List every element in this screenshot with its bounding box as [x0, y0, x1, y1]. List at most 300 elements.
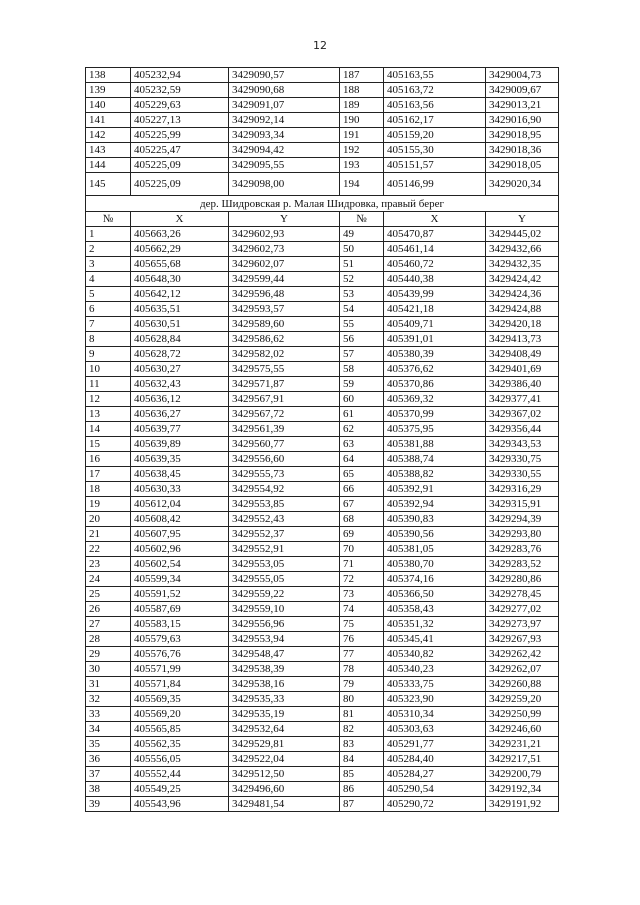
point-number-cell: 57	[340, 347, 384, 362]
y-coordinate-cell: 3429283,76	[486, 542, 559, 557]
y-column-header: Y	[229, 212, 340, 227]
y-coordinate-cell: 3429315,91	[486, 497, 559, 512]
page-number: 12	[313, 39, 327, 52]
x-coordinate-cell: 405638,45	[131, 467, 229, 482]
table-row	[86, 362, 559, 377]
x-coordinate-cell: 405232,94	[131, 68, 229, 83]
point-number-cell: 8	[86, 332, 131, 347]
x-coordinate-cell: 405303,63	[384, 722, 486, 737]
x-coordinate-cell: 405163,55	[384, 68, 486, 83]
point-number-cell: 65	[340, 467, 384, 482]
y-coordinate-cell: 3429280,86	[486, 572, 559, 587]
y-coordinate-cell: 3429018,05	[486, 158, 559, 173]
y-coordinate-cell: 3429552,37	[229, 527, 340, 542]
point-number-cell: 60	[340, 392, 384, 407]
x-coordinate-cell: 405162,17	[384, 113, 486, 128]
point-number-cell: 37	[86, 767, 131, 782]
x-coordinate-cell: 405345,41	[384, 632, 486, 647]
y-coordinate-cell: 3429356,44	[486, 422, 559, 437]
table-row	[86, 173, 559, 196]
y-coordinate-cell: 3429586,62	[229, 332, 340, 347]
x-coordinate-cell: 405642,12	[131, 287, 229, 302]
x-coordinate-cell: 405628,72	[131, 347, 229, 362]
point-number-cell: 15	[86, 437, 131, 452]
x-coordinate-cell: 405639,89	[131, 437, 229, 452]
point-number-cell: 80	[340, 692, 384, 707]
y-coordinate-cell: 3429567,72	[229, 407, 340, 422]
table-row	[86, 602, 559, 617]
point-number-cell: 62	[340, 422, 384, 437]
x-coordinate-cell: 405612,04	[131, 497, 229, 512]
point-number-cell: 23	[86, 557, 131, 572]
x-coordinate-cell: 405461,14	[384, 242, 486, 257]
x-coordinate-cell: 405370,99	[384, 407, 486, 422]
y-coordinate-cell: 3429529,81	[229, 737, 340, 752]
x-coordinate-cell: 405552,44	[131, 767, 229, 782]
table-row	[86, 797, 559, 812]
point-number-cell: 11	[86, 377, 131, 392]
table-row	[86, 242, 559, 257]
x-coordinate-cell: 405571,99	[131, 662, 229, 677]
y-coordinate-cell: 3429556,96	[229, 617, 340, 632]
x-coordinate-cell: 405599,34	[131, 572, 229, 587]
point-number-cell: 84	[340, 752, 384, 767]
x-coordinate-cell: 405291,77	[384, 737, 486, 752]
point-number-cell: 194	[340, 173, 384, 196]
point-number-cell: 70	[340, 542, 384, 557]
y-coordinate-cell: 3429259,20	[486, 692, 559, 707]
y-coordinate-cell: 3429575,55	[229, 362, 340, 377]
table-row	[86, 347, 559, 362]
y-coordinate-cell: 3429016,90	[486, 113, 559, 128]
point-number-cell: 19	[86, 497, 131, 512]
y-coordinate-cell: 3429602,73	[229, 242, 340, 257]
point-number-cell: 86	[340, 782, 384, 797]
x-coordinate-cell: 405380,39	[384, 347, 486, 362]
y-coordinate-cell: 3429009,67	[486, 83, 559, 98]
point-number-cell: 14	[86, 422, 131, 437]
x-coordinate-cell: 405663,26	[131, 227, 229, 242]
table-row	[86, 272, 559, 287]
y-coordinate-cell: 3429555,05	[229, 572, 340, 587]
y-coordinate-cell: 3429532,64	[229, 722, 340, 737]
y-coordinate-cell: 3429553,85	[229, 497, 340, 512]
y-coordinate-cell: 3429231,21	[486, 737, 559, 752]
point-number-cell: 82	[340, 722, 384, 737]
table-row	[86, 692, 559, 707]
y-coordinate-cell: 3429553,94	[229, 632, 340, 647]
point-number-cell: 87	[340, 797, 384, 812]
point-number-cell: 36	[86, 752, 131, 767]
y-coordinate-cell: 3429316,29	[486, 482, 559, 497]
number-column-header: №	[340, 212, 384, 227]
table-row	[86, 317, 559, 332]
point-number-cell: 188	[340, 83, 384, 98]
y-coordinate-cell: 3429217,51	[486, 752, 559, 767]
point-number-cell: 139	[86, 83, 131, 98]
table-row	[86, 662, 559, 677]
table-row	[86, 722, 559, 737]
x-coordinate-cell: 405388,74	[384, 452, 486, 467]
y-coordinate-cell: 3429596,48	[229, 287, 340, 302]
y-coordinate-cell: 3429262,07	[486, 662, 559, 677]
x-coordinate-cell: 405151,57	[384, 158, 486, 173]
x-coordinate-cell: 405392,91	[384, 482, 486, 497]
table-row	[86, 113, 559, 128]
table-row	[86, 98, 559, 113]
x-coordinate-cell: 405549,25	[131, 782, 229, 797]
y-coordinate-cell: 3429571,87	[229, 377, 340, 392]
point-number-cell: 29	[86, 647, 131, 662]
y-coordinate-cell: 3429559,10	[229, 602, 340, 617]
point-number-cell: 56	[340, 332, 384, 347]
point-number-cell: 3	[86, 257, 131, 272]
x-coordinate-cell: 405333,75	[384, 677, 486, 692]
point-number-cell: 4	[86, 272, 131, 287]
x-coordinate-cell: 405310,34	[384, 707, 486, 722]
y-coordinate-cell: 3429538,39	[229, 662, 340, 677]
point-number-cell: 190	[340, 113, 384, 128]
table-row	[86, 632, 559, 647]
point-number-cell: 68	[340, 512, 384, 527]
y-coordinate-cell: 3429192,34	[486, 782, 559, 797]
x-column-header: X	[131, 212, 229, 227]
point-number-cell: 81	[340, 707, 384, 722]
x-coordinate-cell: 405648,30	[131, 272, 229, 287]
point-number-cell: 189	[340, 98, 384, 113]
x-coordinate-cell: 405576,76	[131, 647, 229, 662]
x-coordinate-cell: 405556,05	[131, 752, 229, 767]
y-coordinate-cell: 3429367,02	[486, 407, 559, 422]
table-row	[86, 647, 559, 662]
y-coordinate-cell: 3429020,34	[486, 173, 559, 196]
point-number-cell: 77	[340, 647, 384, 662]
x-coordinate-cell: 405602,96	[131, 542, 229, 557]
coordinates-table	[85, 67, 559, 812]
x-coordinate-cell: 405583,15	[131, 617, 229, 632]
x-coordinate-cell: 405569,35	[131, 692, 229, 707]
x-coordinate-cell: 405390,56	[384, 527, 486, 542]
x-coordinate-cell: 405366,50	[384, 587, 486, 602]
x-coordinate-cell: 405628,84	[131, 332, 229, 347]
table-row	[86, 68, 559, 83]
x-coordinate-cell: 405225,09	[131, 173, 229, 196]
x-coordinate-cell: 405225,09	[131, 158, 229, 173]
y-coordinate-cell: 3429556,60	[229, 452, 340, 467]
point-number-cell: 34	[86, 722, 131, 737]
x-coordinate-cell: 405440,38	[384, 272, 486, 287]
point-number-cell: 53	[340, 287, 384, 302]
x-coordinate-cell: 405381,88	[384, 437, 486, 452]
y-coordinate-cell: 3429260,88	[486, 677, 559, 692]
x-coordinate-cell: 405340,23	[384, 662, 486, 677]
point-number-cell: 75	[340, 617, 384, 632]
table-row	[86, 302, 559, 317]
x-coordinate-cell: 405639,35	[131, 452, 229, 467]
point-number-cell: 32	[86, 692, 131, 707]
point-number-cell: 16	[86, 452, 131, 467]
y-coordinate-cell: 3429552,43	[229, 512, 340, 527]
table-row	[86, 452, 559, 467]
y-coordinate-cell: 3429273,97	[486, 617, 559, 632]
point-number-cell: 76	[340, 632, 384, 647]
y-coordinate-cell: 3429294,39	[486, 512, 559, 527]
x-coordinate-cell: 405290,72	[384, 797, 486, 812]
x-coordinate-cell: 405392,94	[384, 497, 486, 512]
table-row	[86, 332, 559, 347]
point-number-cell: 138	[86, 68, 131, 83]
point-number-cell: 63	[340, 437, 384, 452]
point-number-cell: 73	[340, 587, 384, 602]
y-coordinate-cell: 3429408,49	[486, 347, 559, 362]
point-number-cell: 25	[86, 587, 131, 602]
table-row	[86, 482, 559, 497]
x-coordinate-cell: 405607,95	[131, 527, 229, 542]
y-coordinate-cell: 3429090,68	[229, 83, 340, 98]
y-coordinate-cell: 3429445,02	[486, 227, 559, 242]
table-row	[86, 143, 559, 158]
point-number-cell: 59	[340, 377, 384, 392]
x-coordinate-cell: 405421,18	[384, 302, 486, 317]
x-coordinate-cell: 405370,86	[384, 377, 486, 392]
y-coordinate-cell: 3429413,73	[486, 332, 559, 347]
y-coordinate-cell: 3429535,33	[229, 692, 340, 707]
point-number-cell: 72	[340, 572, 384, 587]
x-coordinate-cell: 405630,51	[131, 317, 229, 332]
point-number-cell: 71	[340, 557, 384, 572]
x-coordinate-cell: 405409,71	[384, 317, 486, 332]
y-coordinate-cell: 3429262,42	[486, 647, 559, 662]
point-number-cell: 10	[86, 362, 131, 377]
y-coordinate-cell: 3429004,73	[486, 68, 559, 83]
y-coordinate-cell: 3429538,16	[229, 677, 340, 692]
point-number-cell: 13	[86, 407, 131, 422]
y-coordinate-cell: 3429093,34	[229, 128, 340, 143]
y-coordinate-cell: 3429424,36	[486, 287, 559, 302]
y-coordinate-cell: 3429277,02	[486, 602, 559, 617]
y-coordinate-cell: 3429094,42	[229, 143, 340, 158]
y-coordinate-cell: 3429013,21	[486, 98, 559, 113]
x-coordinate-cell: 405163,56	[384, 98, 486, 113]
y-coordinate-cell: 3429593,57	[229, 302, 340, 317]
x-coordinate-cell: 405340,82	[384, 647, 486, 662]
point-number-cell: 69	[340, 527, 384, 542]
x-coordinate-cell: 405579,63	[131, 632, 229, 647]
x-coordinate-cell: 405591,52	[131, 587, 229, 602]
x-coordinate-cell: 405662,29	[131, 242, 229, 257]
point-number-cell: 1	[86, 227, 131, 242]
table-row	[86, 587, 559, 602]
point-number-cell: 52	[340, 272, 384, 287]
point-number-cell: 67	[340, 497, 384, 512]
x-coordinate-cell: 405284,27	[384, 767, 486, 782]
y-coordinate-cell: 3429343,53	[486, 437, 559, 452]
table-row	[86, 767, 559, 782]
table-row	[86, 782, 559, 797]
y-coordinate-cell: 3429090,57	[229, 68, 340, 83]
x-column-header: X	[384, 212, 486, 227]
x-coordinate-cell: 405390,83	[384, 512, 486, 527]
y-coordinate-cell: 3429386,40	[486, 377, 559, 392]
x-coordinate-cell: 405460,72	[384, 257, 486, 272]
point-number-cell: 58	[340, 362, 384, 377]
y-coordinate-cell: 3429191,92	[486, 797, 559, 812]
y-coordinate-cell: 3429424,88	[486, 302, 559, 317]
x-coordinate-cell: 405636,27	[131, 407, 229, 422]
x-coordinate-cell: 405323,90	[384, 692, 486, 707]
y-coordinate-cell: 3429589,60	[229, 317, 340, 332]
point-number-cell: 145	[86, 173, 131, 196]
table-row	[86, 707, 559, 722]
point-number-cell: 74	[340, 602, 384, 617]
y-coordinate-cell: 3429018,95	[486, 128, 559, 143]
y-coordinate-cell: 3429512,50	[229, 767, 340, 782]
point-number-cell: 7	[86, 317, 131, 332]
y-coordinate-cell: 3429018,36	[486, 143, 559, 158]
y-coordinate-cell: 3429432,66	[486, 242, 559, 257]
y-coordinate-cell: 3429432,35	[486, 257, 559, 272]
x-coordinate-cell: 405381,05	[384, 542, 486, 557]
point-number-cell: 50	[340, 242, 384, 257]
point-number-cell: 2	[86, 242, 131, 257]
table-row	[86, 128, 559, 143]
y-coordinate-cell: 3429246,60	[486, 722, 559, 737]
table-row	[86, 737, 559, 752]
y-coordinate-cell: 3429095,55	[229, 158, 340, 173]
point-number-cell: 54	[340, 302, 384, 317]
x-coordinate-cell: 405630,33	[131, 482, 229, 497]
y-coordinate-cell: 3429091,07	[229, 98, 340, 113]
x-coordinate-cell: 405562,35	[131, 737, 229, 752]
point-number-cell: 6	[86, 302, 131, 317]
x-coordinate-cell: 405159,20	[384, 128, 486, 143]
y-column-header: Y	[486, 212, 559, 227]
point-number-cell: 85	[340, 767, 384, 782]
table-row	[86, 497, 559, 512]
table-row	[86, 467, 559, 482]
y-coordinate-cell: 3429582,02	[229, 347, 340, 362]
y-coordinate-cell: 3429267,93	[486, 632, 559, 647]
y-coordinate-cell: 3429602,07	[229, 257, 340, 272]
table-row	[86, 527, 559, 542]
x-coordinate-cell: 405369,32	[384, 392, 486, 407]
y-coordinate-cell: 3429401,69	[486, 362, 559, 377]
table-row	[86, 83, 559, 98]
x-coordinate-cell: 405229,63	[131, 98, 229, 113]
point-number-cell: 78	[340, 662, 384, 677]
y-coordinate-cell: 3429283,52	[486, 557, 559, 572]
x-coordinate-cell: 405655,68	[131, 257, 229, 272]
y-coordinate-cell: 3429555,73	[229, 467, 340, 482]
point-number-cell: 187	[340, 68, 384, 83]
point-number-cell: 66	[340, 482, 384, 497]
x-coordinate-cell: 405470,87	[384, 227, 486, 242]
point-number-cell: 49	[340, 227, 384, 242]
point-number-cell: 141	[86, 113, 131, 128]
y-coordinate-cell: 3429092,14	[229, 113, 340, 128]
x-coordinate-cell: 405290,54	[384, 782, 486, 797]
point-number-cell: 64	[340, 452, 384, 467]
point-number-cell: 17	[86, 467, 131, 482]
table-row	[86, 257, 559, 272]
table-row	[86, 407, 559, 422]
y-coordinate-cell: 3429330,75	[486, 452, 559, 467]
x-coordinate-cell: 405358,43	[384, 602, 486, 617]
table-row	[86, 557, 559, 572]
y-coordinate-cell: 3429098,00	[229, 173, 340, 196]
number-column-header: №	[86, 212, 131, 227]
point-number-cell: 140	[86, 98, 131, 113]
table-row	[86, 572, 559, 587]
x-coordinate-cell: 405439,99	[384, 287, 486, 302]
x-coordinate-cell: 405225,99	[131, 128, 229, 143]
y-coordinate-cell: 3429554,92	[229, 482, 340, 497]
y-coordinate-cell: 3429377,41	[486, 392, 559, 407]
point-number-cell: 192	[340, 143, 384, 158]
table-row	[86, 437, 559, 452]
y-coordinate-cell: 3429553,05	[229, 557, 340, 572]
point-number-cell: 30	[86, 662, 131, 677]
point-number-cell: 79	[340, 677, 384, 692]
x-coordinate-cell: 405569,20	[131, 707, 229, 722]
point-number-cell: 38	[86, 782, 131, 797]
point-number-cell: 191	[340, 128, 384, 143]
x-coordinate-cell: 405163,72	[384, 83, 486, 98]
y-coordinate-cell: 3429561,39	[229, 422, 340, 437]
point-number-cell: 144	[86, 158, 131, 173]
y-coordinate-cell: 3429602,93	[229, 227, 340, 242]
point-number-cell: 9	[86, 347, 131, 362]
table-row	[86, 158, 559, 173]
table-row	[86, 677, 559, 692]
x-coordinate-cell: 405284,40	[384, 752, 486, 767]
x-coordinate-cell: 405376,62	[384, 362, 486, 377]
point-number-cell: 193	[340, 158, 384, 173]
point-number-cell: 27	[86, 617, 131, 632]
y-coordinate-cell: 3429293,80	[486, 527, 559, 542]
point-number-cell: 5	[86, 287, 131, 302]
y-coordinate-cell: 3429481,54	[229, 797, 340, 812]
table-row	[86, 227, 559, 242]
point-number-cell: 33	[86, 707, 131, 722]
x-coordinate-cell: 405374,16	[384, 572, 486, 587]
point-number-cell: 20	[86, 512, 131, 527]
y-coordinate-cell: 3429278,45	[486, 587, 559, 602]
x-coordinate-cell: 405388,82	[384, 467, 486, 482]
x-coordinate-cell: 405636,12	[131, 392, 229, 407]
table-row	[86, 377, 559, 392]
y-coordinate-cell: 3429599,44	[229, 272, 340, 287]
point-number-cell: 24	[86, 572, 131, 587]
point-number-cell: 142	[86, 128, 131, 143]
table-row	[86, 422, 559, 437]
point-number-cell: 61	[340, 407, 384, 422]
section-caption-row	[86, 196, 559, 212]
x-coordinate-cell: 405351,32	[384, 617, 486, 632]
table-row	[86, 617, 559, 632]
y-coordinate-cell: 3429552,91	[229, 542, 340, 557]
x-coordinate-cell: 405602,54	[131, 557, 229, 572]
x-coordinate-cell: 405380,70	[384, 557, 486, 572]
x-coordinate-cell: 405232,59	[131, 83, 229, 98]
section-caption: дер. Шидровская р. Малая Шидровка, правый берег	[86, 196, 559, 212]
point-number-cell: 51	[340, 257, 384, 272]
table-row	[86, 542, 559, 557]
table-row	[86, 752, 559, 767]
y-coordinate-cell: 3429424,42	[486, 272, 559, 287]
x-coordinate-cell: 405635,51	[131, 302, 229, 317]
x-coordinate-cell: 405391,01	[384, 332, 486, 347]
